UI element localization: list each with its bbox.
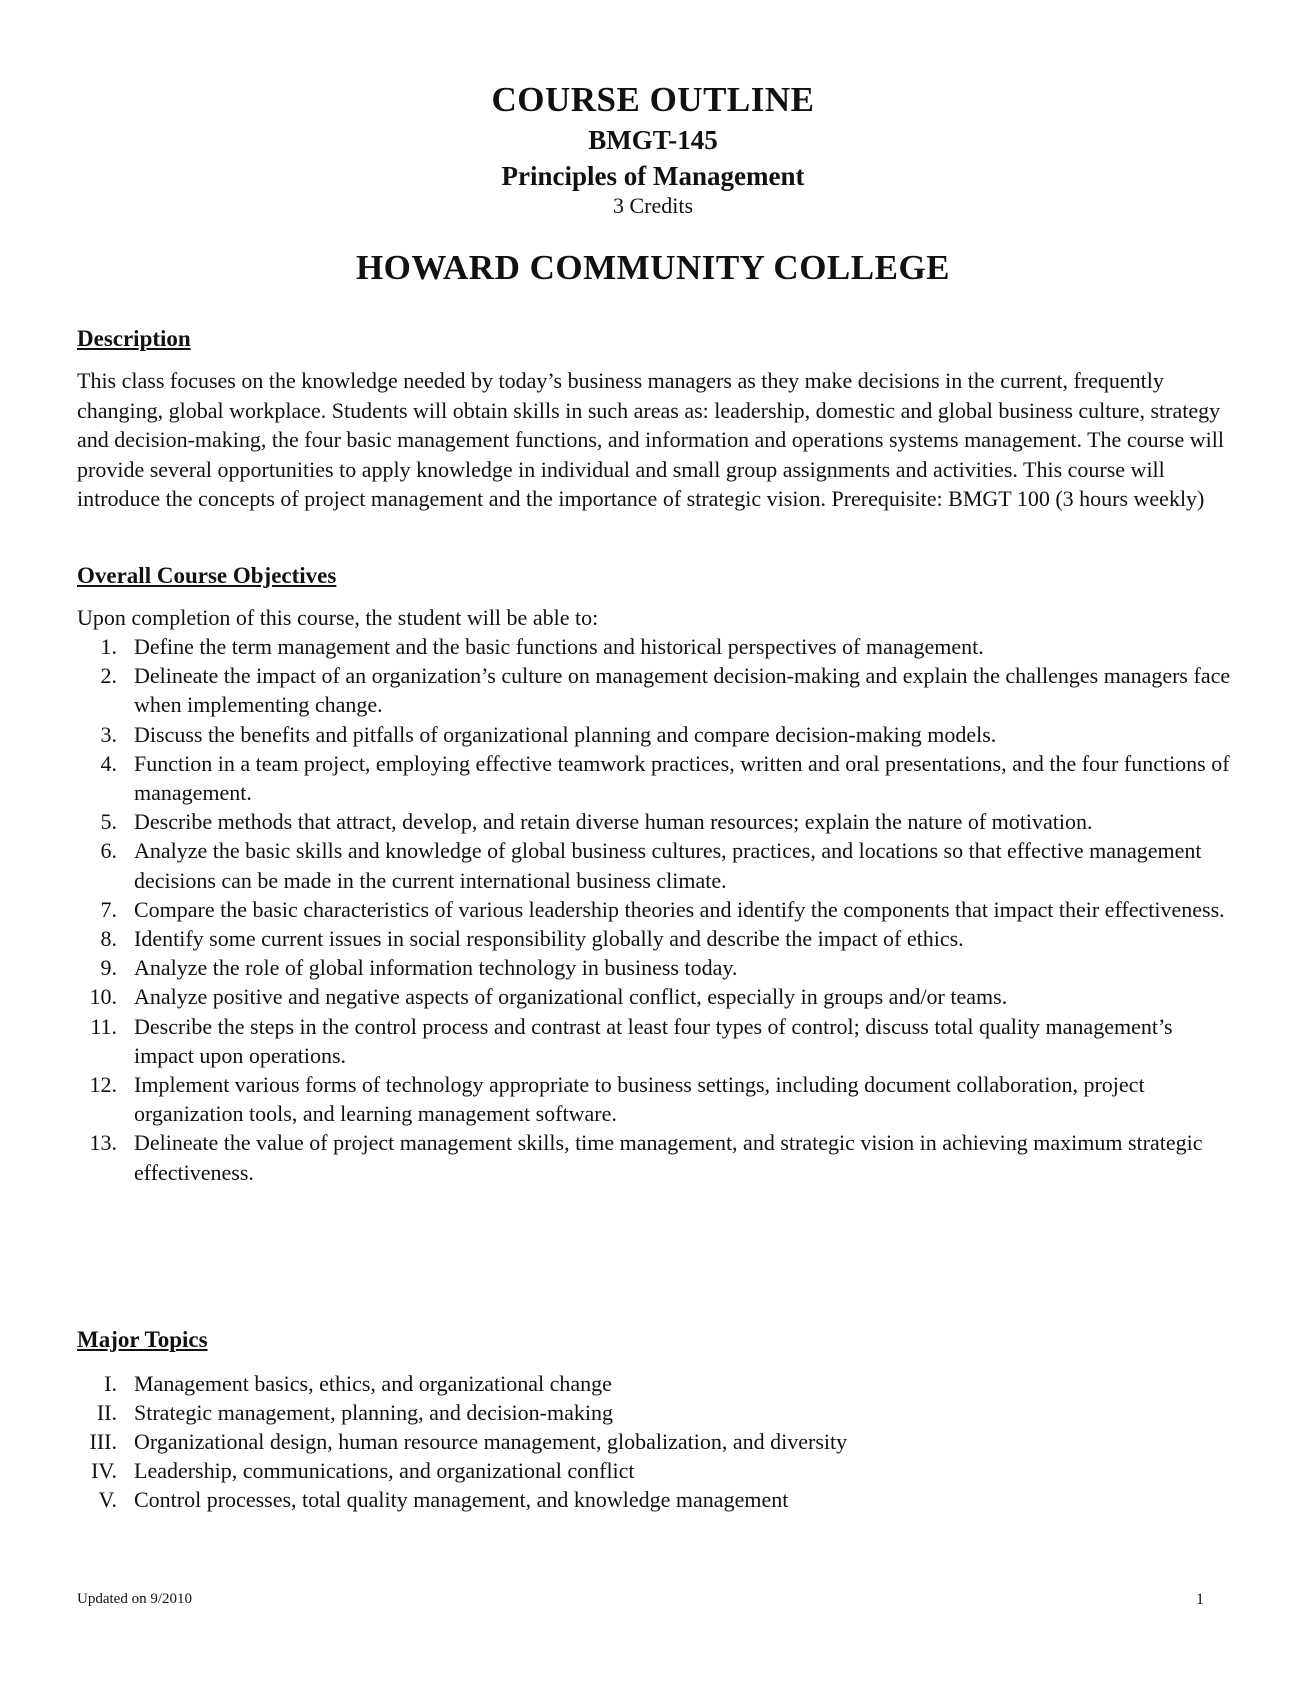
list-item-number: 6. <box>100 838 117 864</box>
objectives-list <box>77 632 1237 1187</box>
course-name: Principles of Management <box>501 161 805 191</box>
course-credits: 3 Credits <box>612 193 694 218</box>
list-item <box>77 895 1237 924</box>
list-item <box>77 953 1237 982</box>
list-item-text: Analyze the role of global information technology in business today. <box>134 955 738 981</box>
list-item-text: Management basics, ethics, and organizational change <box>134 1371 612 1396</box>
list-item <box>77 924 1237 953</box>
list-item-number: 4. <box>100 750 117 776</box>
description-section <box>77 324 1237 514</box>
objectives-intro: Upon completion of this course, the student will be able to: <box>77 605 599 630</box>
course-code: BMGT-145 <box>588 125 718 155</box>
list-item-text: Analyze positive and negative aspects of organizational conflict, especially in groups and/or teams. <box>134 984 1008 1010</box>
list-item-number: II. <box>96 1400 117 1425</box>
list-item-number: 3. <box>100 721 117 747</box>
list-item <box>77 1398 1237 1427</box>
list-item-text: Implement various forms of technology appropriate to business settings, including document collaboration, project organization tools, and learning management software. <box>134 1072 1145 1127</box>
description-text: This class focuses on the knowledge needed by today’s business managers as they make decisions in the current, frequently changing, global workplace. Students will obtain skills in such areas as: leadership, domestic and global business culture, strategy and decision-making, the four basic management functions, and information and operations systems management. The course will provide several opportunities to apply knowledge in individual and small group assignments and activities. This course will introduce the concepts of project management and the importance of strategic vision. Prerequisite: BMGT 100 (3 hours weekly) <box>77 368 1224 511</box>
list-item-number: III. <box>89 1429 117 1454</box>
document-title: COURSE OUTLINE <box>491 80 815 119</box>
list-item-text: Organizational design, human resource management, globalization, and diversity <box>134 1429 848 1454</box>
list-item <box>77 720 1237 749</box>
list-item <box>77 1456 1237 1485</box>
college-name: HOWARD COMMUNITY COLLEGE <box>355 248 951 287</box>
footer-updated: Updated on 9/2010 <box>77 1591 192 1607</box>
list-item-number: 8. <box>100 926 117 952</box>
objectives-section <box>77 561 1237 1187</box>
list-item-number: 7. <box>100 896 117 922</box>
list-item-number: 13. <box>89 1130 117 1156</box>
list-item-text: Describe the steps in the control process and contrast at least four types of control; discuss total quality management’s impact upon operations. <box>134 1013 1173 1068</box>
list-item <box>77 836 1237 894</box>
title-block <box>0 78 1306 218</box>
list-item-number: 12. <box>89 1072 117 1098</box>
list-item <box>77 632 1237 661</box>
objectives-heading: Overall Course Objectives <box>77 563 337 588</box>
list-item-text: Discuss the benefits and pitfalls of organizational planning and compare decision-making models. <box>134 721 997 747</box>
list-item <box>77 982 1237 1011</box>
page-number: 1 <box>1196 1591 1204 1608</box>
list-item-text: Control processes, total quality management, and knowledge management <box>134 1487 789 1512</box>
list-item-number: IV. <box>91 1458 117 1483</box>
list-item <box>77 1427 1237 1456</box>
list-item <box>77 749 1237 807</box>
list-item <box>77 1485 1237 1514</box>
list-item-text: Function in a team project, employing effective teamwork practices, written and oral presentations, and the four functions of management. <box>134 750 1230 806</box>
list-item-number: 1. <box>100 634 117 659</box>
list-item <box>77 1070 1237 1128</box>
list-item-number: 9. <box>100 955 117 981</box>
list-item-number: 2. <box>100 663 117 689</box>
list-item-text: Strategic management, planning, and decision-making <box>134 1400 613 1425</box>
list-item-number: 5. <box>100 809 117 835</box>
topics-heading: Major Topics <box>77 1327 208 1352</box>
list-item <box>77 1369 1237 1398</box>
list-item-text: Compare the basic characteristics of various leadership theories and identify the components that impact their effectiveness. <box>134 896 1225 922</box>
list-item <box>77 1012 1237 1070</box>
description-heading: Description <box>77 326 191 351</box>
list-item-text: Describe methods that attract, develop, and retain diverse human resources; explain the nature of motivation. <box>134 809 1093 835</box>
list-item <box>77 1128 1237 1186</box>
list-item <box>77 807 1237 836</box>
list-item-text: Delineate the impact of an organization’s culture on management decision-making and explain the challenges managers face when implementing change. <box>134 663 1231 718</box>
list-item-number: 11. <box>90 1013 117 1039</box>
list-item-number: V. <box>98 1487 117 1512</box>
list-item-text: Analyze the basic skills and knowledge of global business cultures, practices, and locations so that effective management decisions can be made in the current international business climate. <box>134 838 1202 893</box>
list-item <box>77 661 1237 719</box>
list-item-number: 10. <box>89 984 117 1010</box>
list-item-text: Identify some current issues in social responsibility globally and describe the impact of ethics. <box>134 926 964 952</box>
list-item-text: Delineate the value of project management skills, time management, and strategic vision in achieving maximum strategic effectiveness. <box>134 1130 1203 1185</box>
list-item-text: Define the term management and the basic functions and historical perspectives of management. <box>134 634 984 659</box>
list-item-number: I. <box>104 1371 117 1396</box>
topics-list <box>77 1369 1237 1514</box>
list-item-text: Leadership, communications, and organizational conflict <box>134 1458 635 1483</box>
topics-section <box>77 1325 1237 1514</box>
